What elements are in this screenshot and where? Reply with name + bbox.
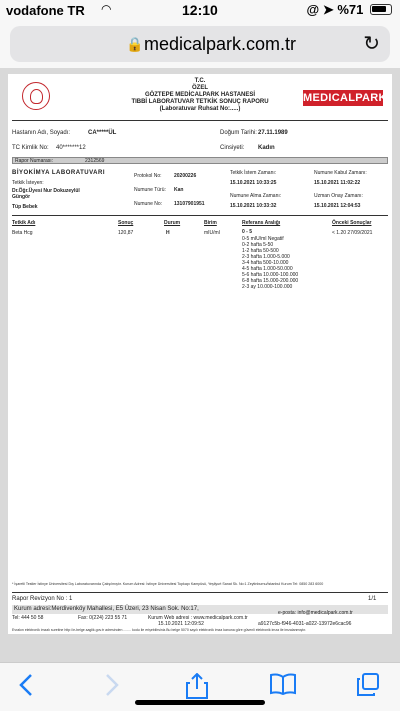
accept-time-value: 15.10.2021 11:02:22	[314, 180, 361, 186]
reload-icon[interactable]: ↻	[363, 33, 380, 55]
protocol-value: 20200226	[174, 173, 197, 179]
reference-line: 0-5 mIU/ml Negatif	[242, 236, 284, 242]
location-icon: @ ➤	[306, 2, 334, 17]
col-result: Sonuç	[118, 220, 134, 226]
sample-time-label: Numune Alma Zamanı:	[230, 193, 282, 199]
requester-label: Tetkik İsteyen:	[12, 180, 44, 186]
wifi-icon: ◠	[101, 2, 112, 16]
request-time-value: 15.10.2021 10:33:25	[230, 180, 277, 186]
report-number-value: 2312569	[85, 158, 105, 164]
reference-line: 0-2 hafta 5-50	[242, 242, 274, 248]
sample-no-label: Numune No:	[134, 201, 163, 207]
tel: Tel: 444 50 58	[12, 615, 44, 621]
reference-list	[242, 236, 298, 290]
print-datetime: 15.10.2021 12:09:52	[158, 621, 204, 627]
email: e-posta: info@medicalpark.com.tr	[278, 610, 353, 616]
status-right	[307, 2, 392, 18]
sample-no-value: 13107901951	[174, 201, 205, 207]
browser-chrome	[0, 22, 400, 68]
back-icon[interactable]	[18, 673, 34, 703]
sample-type-value: Kan	[174, 187, 184, 193]
accept-time-label: Numune Kabul Zamanı:	[314, 170, 367, 176]
reference-line: 5-6 hafta 10.000-100.000	[242, 272, 299, 278]
report-page	[8, 74, 392, 634]
header-line-2: ÖZEL	[192, 85, 208, 91]
tc-value: 40*******12	[56, 145, 86, 151]
battery-icon	[370, 4, 392, 15]
dob-value: 27.11.1989	[258, 130, 288, 136]
tabs-icon[interactable]	[356, 673, 380, 703]
reference-line: 2-3 ay 10.000-100.000	[242, 284, 293, 290]
bookmarks-icon[interactable]	[270, 673, 296, 701]
department: Tüp Bebek	[12, 204, 38, 210]
external-lab-note: * İşaretli Testler İstinye Üniversitesi Dış Laboratuvarında Çalışılmıştır. Kurum Adresi: İstinye Üniversitesi Topkapı Kampüsü, Yeşilyurt Sanat Sk. No:1 Zeytinburnu/İstanbul Kurum Tel: 0850 283 6000	[12, 582, 324, 586]
medicalpark-logo: MEDICALPARK	[303, 92, 387, 104]
reference-line: 3-4 hafta 500-10.000	[242, 260, 289, 266]
report-number-bar	[12, 157, 388, 164]
col-status: Durum	[164, 220, 181, 226]
test-name: Beta Hcg	[12, 230, 33, 236]
header-line-4: TIBBİ LABORATUVAR TETKİK SONUÇ RAPORU	[131, 99, 269, 105]
divider	[12, 215, 388, 216]
clock: 12:10	[182, 2, 218, 18]
protocol-label: Protokol No:	[134, 173, 162, 179]
institution-address: Kurum adresi:Merdivenköy Mahallesi, E5 Üzeri, 23 Nisan Sok. No:17,	[14, 606, 199, 612]
test-status: H	[166, 230, 170, 236]
page-number: 1/1	[368, 596, 377, 602]
address-bar[interactable]	[10, 26, 390, 62]
approve-time-value: 15.10.2021 12:04:53	[314, 203, 361, 209]
approve-time-label: Uzman Onay Zamanı:	[314, 193, 363, 199]
test-result: 120,87	[118, 230, 134, 236]
reference-line: 2-3 hafta 1.000-5.000	[242, 254, 290, 260]
home-indicator	[135, 700, 265, 705]
ministry-logo	[22, 82, 50, 110]
header-line-3: GÖZTEPE MEDİCALPARK HASTANESİ	[144, 92, 256, 98]
report-number-label: Rapor Numarası:	[15, 158, 54, 164]
col-previous: Önceki Sonuçlar	[332, 220, 372, 226]
requester-name-1: Dr.Öğr.Üyesi Nur Dokuzeylül	[12, 188, 80, 194]
forward-icon[interactable]	[104, 673, 120, 703]
divider	[12, 592, 388, 593]
patient-name-label: Hastanın Adı, Soyadı:	[12, 130, 71, 136]
fax: Fax: 0(224) 223 55 71	[78, 615, 128, 621]
sample-type-label: Numune Türü:	[134, 187, 166, 193]
gender-value: Kadın	[258, 145, 275, 151]
report-header	[78, 78, 322, 113]
header-line-5: (Laboratuvar Ruhsat No:.....)	[159, 106, 241, 112]
test-ref-main: 0 - 5	[242, 229, 253, 235]
col-test: Tetkik Adı	[12, 220, 36, 226]
status-bar	[0, 0, 400, 22]
sample-time-value: 15.10.2021 10:33:32	[230, 203, 277, 209]
lab-name: BİYOKİMYA LABORATUVARI	[12, 170, 106, 176]
tc-label: TC Kimlik No:	[12, 145, 49, 151]
previous-result: < 1.20 27/09/2021	[332, 230, 373, 236]
col-unit: Birim	[204, 220, 217, 226]
request-time-label: Tetkik İstem Zamanı:	[230, 170, 277, 176]
test-unit: mIU/ml	[204, 230, 220, 236]
revision-no: Rapor Revizyon No : 1	[12, 596, 73, 602]
dob-label: Doğum Tarihi:	[220, 130, 257, 136]
carrier-label: vodafone TR	[6, 3, 85, 18]
battery-percent: %71	[337, 2, 364, 17]
reference-line: 6-8 hafta 15.000-200.000	[242, 278, 299, 284]
col-reference: Referans Aralığı	[242, 220, 281, 226]
divider	[12, 120, 388, 121]
header-line-1: T.C.	[194, 78, 206, 84]
document-hash: a9127c5b-f946-4031-a022-13972e6cac96	[258, 621, 352, 627]
web-address: Kurum Web adresi : www.medicalpark.com.tr	[148, 615, 248, 621]
esign-note: Evrakın elektronik imzalı suretine http://e-belge.saglik.gov.tr adresinden ........ kodu ile erişebilirsiniz.Bu belge 5070 sayılı elektronik imza kanuna göre güvenli elektronik imza ile imzalanmıştır.	[12, 628, 307, 632]
requester-name-2: Güngör	[12, 194, 31, 200]
patient-name: CA*****ÜL	[88, 130, 117, 136]
reference-line: 1-2 hafta 50-500	[242, 248, 279, 254]
url-text[interactable]: medicalpark.com.tr	[144, 34, 297, 54]
reference-line: 4-5 hafta 1.000-50.000	[242, 266, 293, 272]
lock-icon: 🔒	[126, 36, 144, 52]
gender-label: Cinsiyeti:	[220, 145, 245, 151]
